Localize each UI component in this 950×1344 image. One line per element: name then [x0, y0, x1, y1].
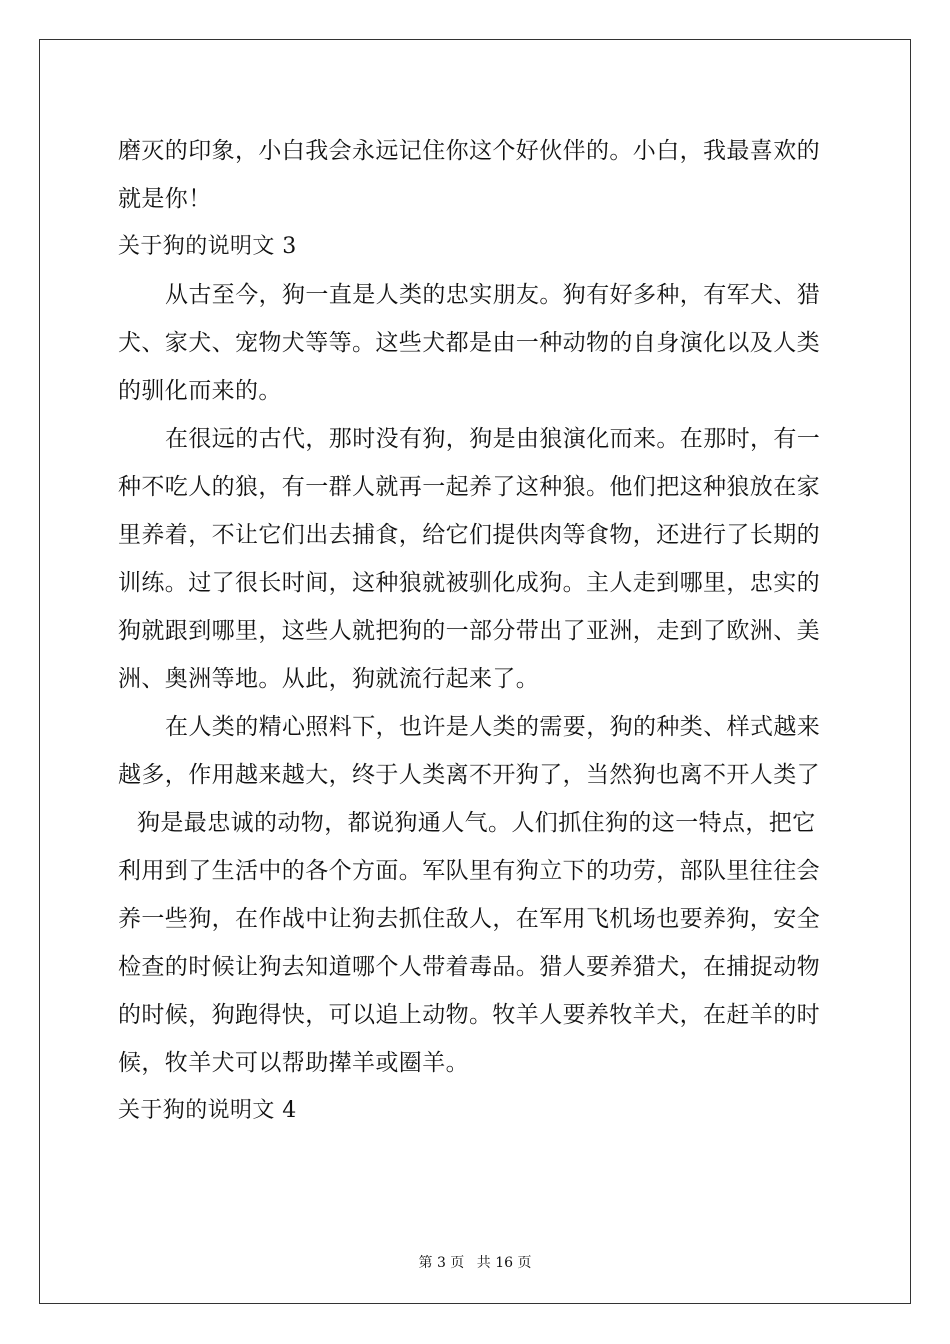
page-number: 第 3 页: [418, 1255, 465, 1271]
paragraph-line: 训练。过了很长时间，这种狼就被驯化成狗。主人走到哪里，忠实的: [118, 570, 820, 596]
paragraph-line: 在很远的古代，那时没有狗，狗是由狼演化而来。在那时，有一: [165, 426, 821, 452]
paragraph-line: 洲、奥洲等地。从此，狗就流行起来了。: [118, 666, 540, 692]
paragraph-line: 从古至今，狗一直是人类的忠实朋友。狗有好多种，有军犬、猎: [165, 282, 821, 308]
paragraph-line: 候，牧羊犬可以帮助撵羊或圈羊。: [118, 1050, 469, 1076]
paragraph-line: 利用到了生活中的各个方面。军队里有狗立下的功劳，部队里往往会: [118, 858, 820, 884]
paragraph-line: 狗就跟到哪里，这些人就把狗的一部分带出了亚洲，走到了欧洲、美: [118, 618, 820, 644]
paragraph-line: 磨灭的印象，小白我会永远记住你这个好伙伴的。小白，我最喜欢的: [118, 138, 820, 164]
paragraph-line: 的驯化而来的。: [118, 378, 282, 404]
page-total: 共 16 页: [476, 1255, 532, 1271]
paragraph-line: 养一些狗，在作战中让狗去抓住敌人，在军用飞机场也要养狗，安全: [118, 906, 820, 932]
paragraph-line: 越多，作用越来越大，终于人类离不开狗了，当然狗也离不开人类了: [118, 762, 820, 788]
paragraph-line: 在人类的精心照料下，也许是人类的需要，狗的种类、样式越来: [165, 714, 821, 740]
paragraph-line: 犬、家犬、宠物犬等等。这些犬都是由一种动物的自身演化以及人类: [118, 330, 820, 356]
paragraph-line: 种不吃人的狼，有一群人就再一起养了这种狼。他们把这种狼放在家: [118, 474, 820, 500]
paragraph-line: 里养着，不让它们出去捕食，给它们提供肉等食物，还进行了长期的: [118, 522, 820, 548]
paragraph-line: 检查的时候让狗去知道哪个人带着毒品。猎人要养猎犬，在捕捉动物: [118, 954, 820, 980]
section-heading: 关于狗的说明文 3: [118, 234, 297, 259]
section-heading: 关于狗的说明文 4: [118, 1098, 297, 1123]
document-body: [118, 127, 838, 1135]
paragraph-line: 的时候，狗跑得快，可以追上动物。牧羊人要养牧羊犬，在赶羊的时: [118, 1002, 820, 1028]
page-footer: [0, 1252, 950, 1272]
paragraph-line: 就是你！: [118, 186, 212, 212]
paragraph-line: 狗是最忠诚的动物，都说狗通人气。人们抓住狗的这一特点，把它: [137, 810, 816, 836]
